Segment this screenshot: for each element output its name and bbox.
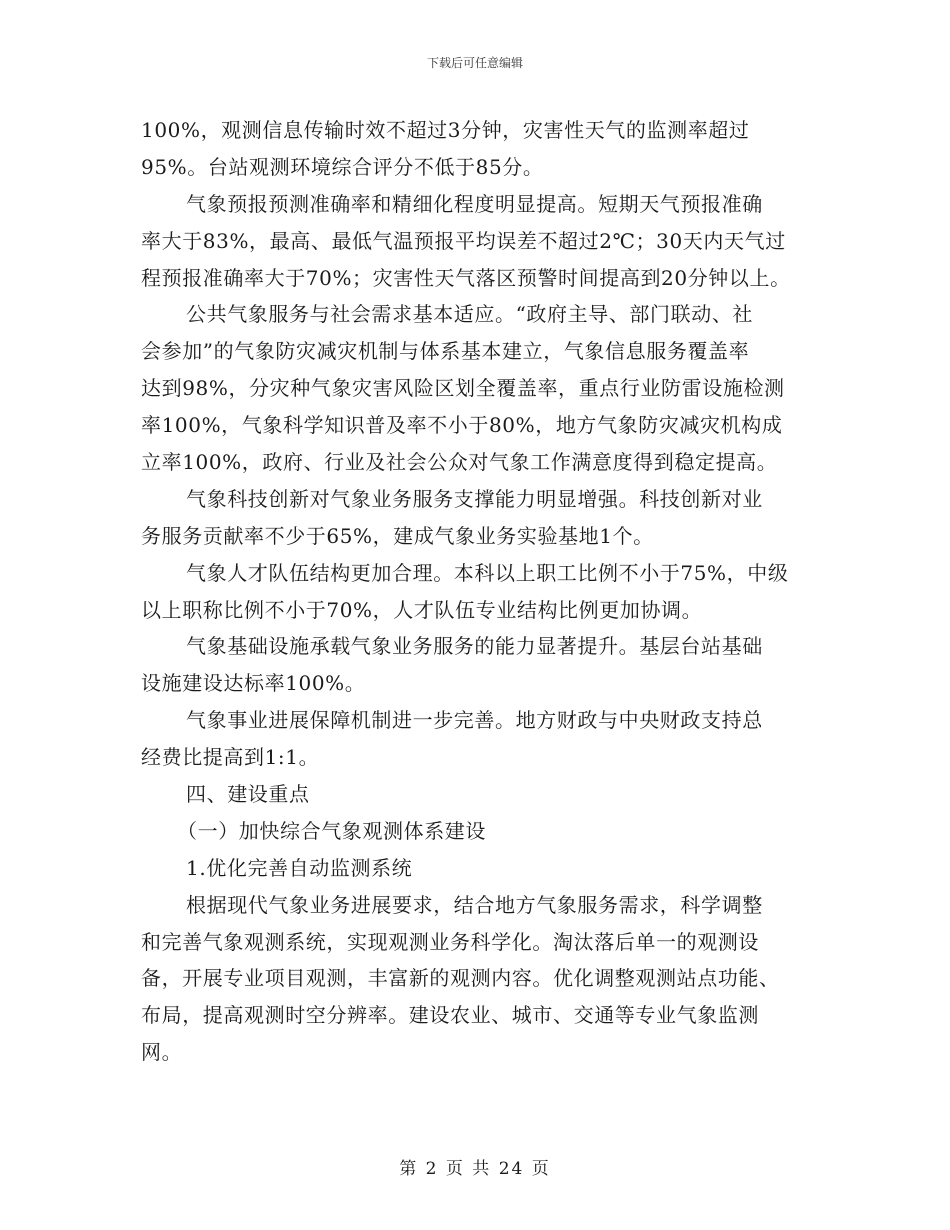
text-line: 气象预报预测准确率和精细化程度明显提高。短期天气预报准确 (186, 191, 763, 216)
text-line: 以上职称比例不小于70%，人才队伍专业结构比例更加协调。 (141, 597, 703, 622)
text-line: 务服务贡献率不少于65%，建成气象业务实验基地1个。 (141, 523, 654, 548)
text-line: 经费比提高到1:1。 (141, 745, 320, 770)
text-line: 100%，观测信息传输时效不超过3分钟，灾害性天气的监测率超过 (141, 118, 750, 142)
text-line: 气象科技创新对气象业务服务支撑能力明显增强。科技创新对业 (186, 486, 763, 511)
text-line: 会参加”的气象防灾减灾机制与体系基本建立，气象信息服务覆盖率 (141, 339, 750, 364)
subsection-heading: （一）加快综合气象观测体系建设 (177, 818, 486, 843)
text-line: 气象基础设施承载气象业务服务的能力显著提升。基层台站基础 (186, 634, 763, 659)
page-number: 第 2 页 共 24 页 (399, 1159, 551, 1179)
text-line: 设施建设达标率100%。 (141, 671, 366, 696)
section-heading: 四、建设重点 (186, 782, 310, 807)
text-line: 率大于83%，最高、最低气温预报平均误差不超过2℃；30天内天气过 (141, 228, 786, 253)
text-line: 95%。台站观测环境综合评分不低于85分。 (141, 154, 544, 179)
text-line: 备，开展专业项目观测，丰富新的观测内容。优化调整观测站点功能、 (141, 966, 780, 991)
document-body (141, 112, 819, 1071)
text-line: 公共气象服务与社会需求基本适应。“政府主导、部门联动、社 (186, 302, 754, 327)
page-header: 下载后可任意编辑 (426, 56, 523, 70)
text-line: 达到98%，分灾种气象灾害风险区划全覆盖率，重点行业防雷设施检测 (141, 376, 785, 401)
text-line: 网。 (141, 1040, 183, 1065)
text-line: 气象事业进展保障机制进一步完善。地方财政与中央财政支持总 (186, 708, 763, 733)
text-line: 气象人才队伍结构更加合理。本科以上职工比例不小于75%，中级 (186, 560, 789, 585)
item-heading: 1.优化完善自动监测系统 (186, 855, 413, 880)
text-line: 根据现代气象业务进展要求，结合地方气象服务需求，科学调整 (186, 892, 763, 917)
text-line: 程预报准确率大于70%；灾害性天气落区预警时间提高到20分钟以上。 (141, 265, 791, 290)
text-line: 布局，提高观测时空分辨率。建设农业、城市、交通等专业气象监测 (141, 1003, 759, 1028)
text-line: 和完善气象观测系统，实现观测业务科学化。淘汰落后单一的观测设 (141, 929, 759, 954)
text-line: 率100%，气象科学知识普及率不小于80%，地方气象防灾减灾机构成 (141, 413, 783, 438)
text-line: 立率100%，政府、行业及社会公众对气象工作满意度得到稳定提高。 (141, 450, 778, 475)
